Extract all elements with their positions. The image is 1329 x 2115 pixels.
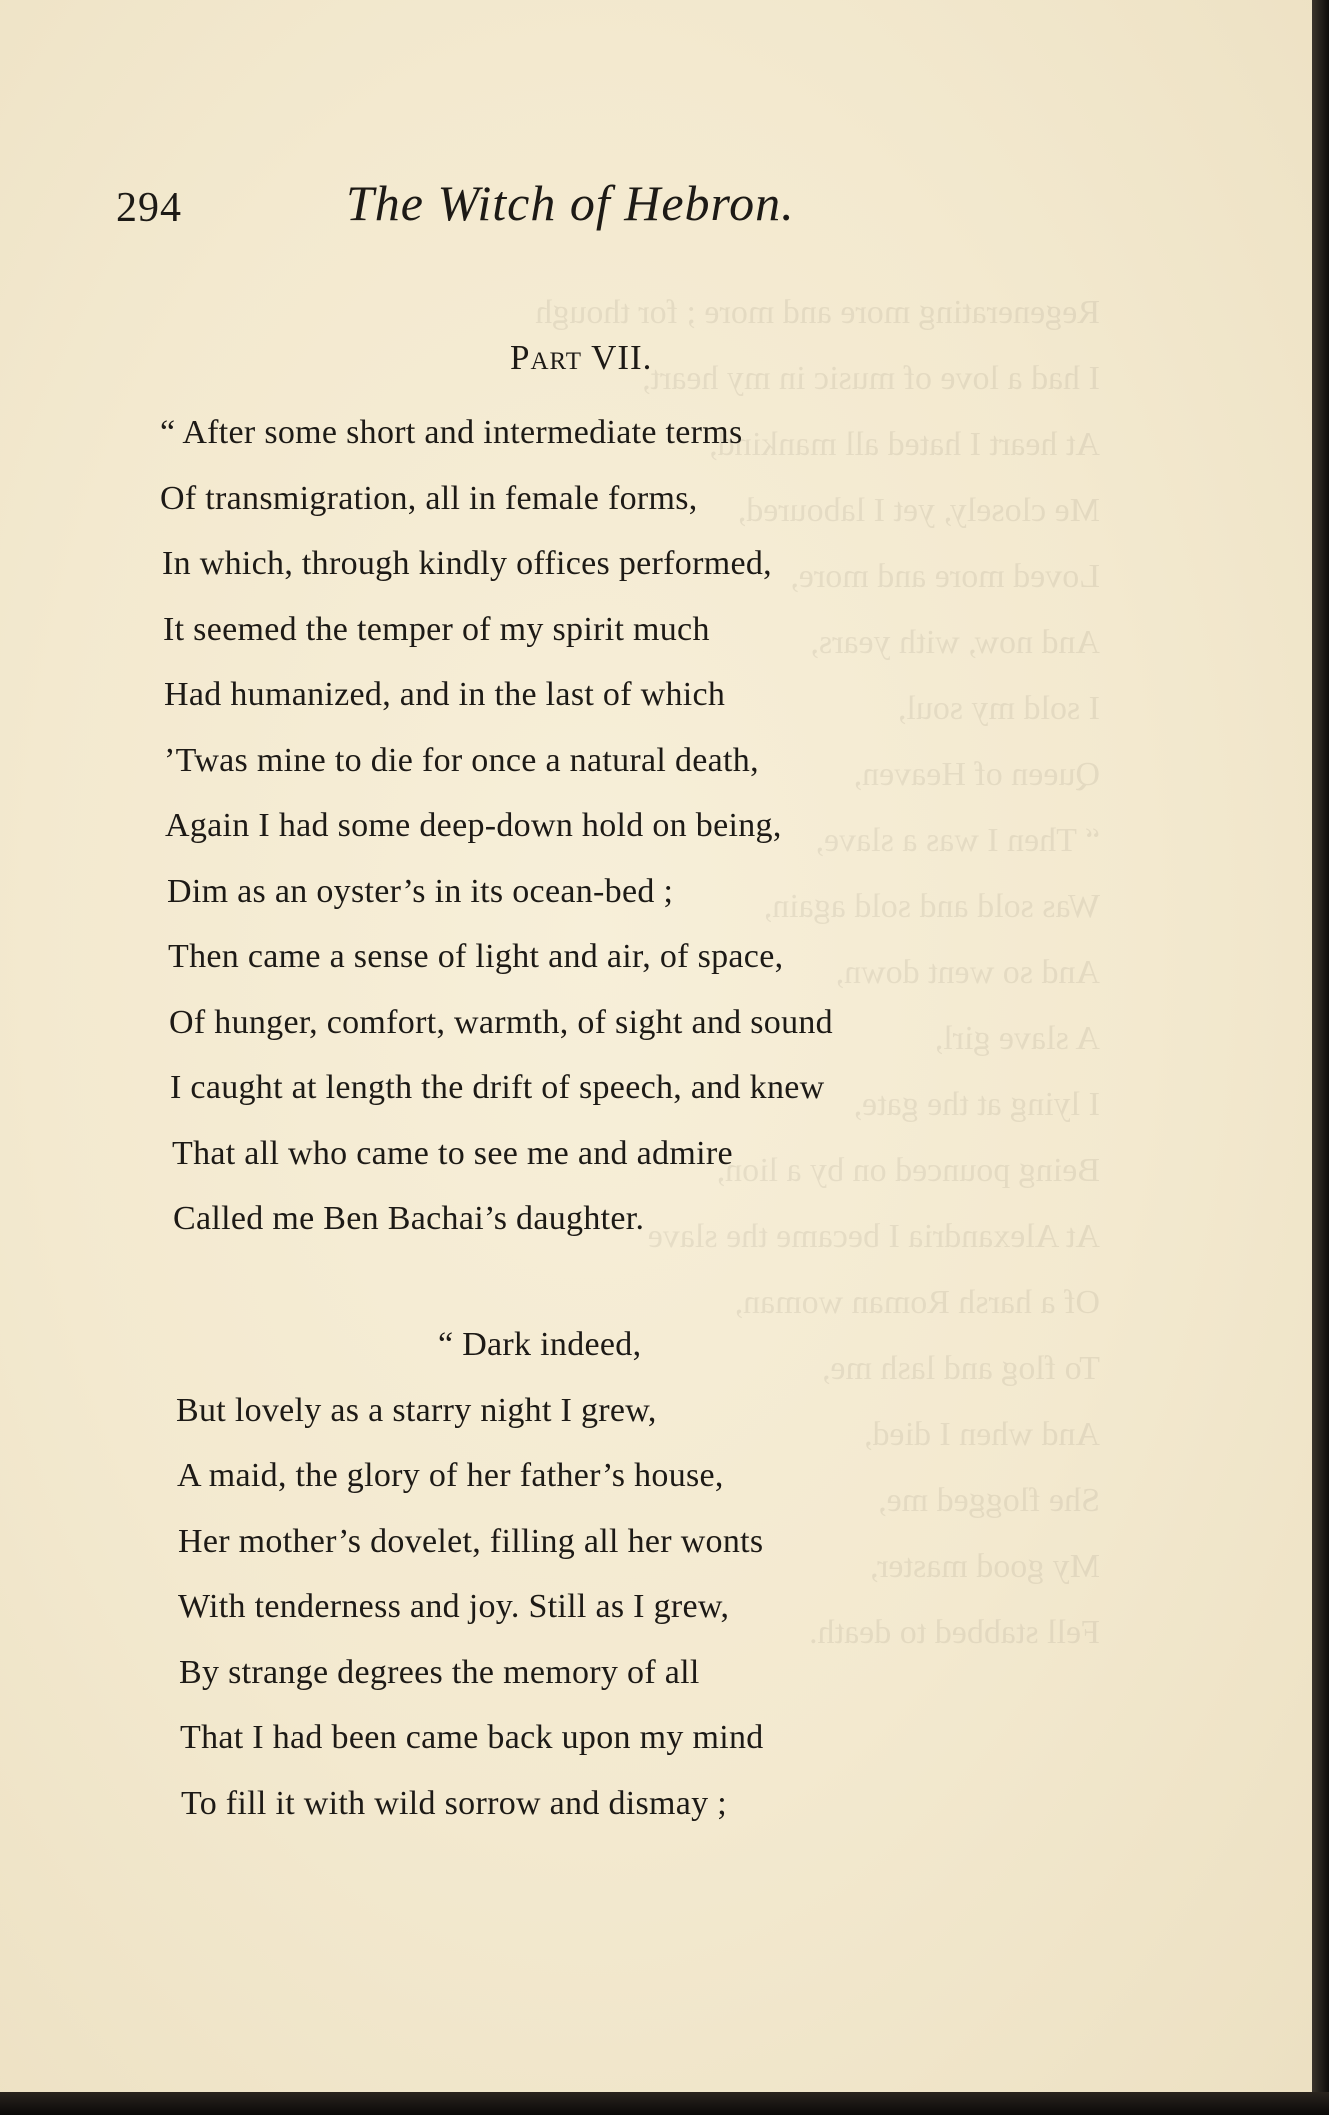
verse-line: To fill it with wild sorrow and dismay ; <box>181 1785 728 1822</box>
verse-line: ’Twas mine to die for once a natural death, <box>164 742 759 779</box>
verse-line: That all who came to see me and admire <box>172 1135 733 1172</box>
verse-line: Dim as an oyster’s in its ocean-bed ; <box>167 873 674 910</box>
verse-line: Her mother’s dovelet, filling all her wonts <box>178 1523 764 1560</box>
verse-line: By strange degrees the memory of all <box>179 1654 700 1691</box>
verse-line: Had humanized, and in the last of which <box>164 676 726 713</box>
verse-line: But lovely as a starry night I grew, <box>176 1392 657 1429</box>
verse-line: Then came a sense of light and air, of space, <box>168 938 784 975</box>
verse-line: “ After some short and intermediate terms <box>160 414 743 451</box>
verse-line: With tenderness and joy. Still as I grew, <box>178 1588 730 1625</box>
show-through-text: Regenerating more and more ; for though I had a love of music in my heart, At heart I hated all mankind, Me closely, yet I laboured, Loved more and more, And now, with years, I sold my soul, Queen of Heaven, “ Then I was a slave, Was sold and sold again, And so went down, A slave girl, I lying at the gate, Being pounced on by a lion, At Alexandria I became the slave Of a harsh Roman woman, To flog and lash me, And when I died, She flogged me, My good master, Fell stabbed to death. <box>535 294 1100 1651</box>
book-spine-edge <box>1312 0 1329 2115</box>
verse-line: In which, through kindly offices performed, <box>162 545 772 582</box>
running-title: The Witch of Hebron. <box>346 175 795 231</box>
page-bottom-edge <box>0 2092 1329 2115</box>
verse-line: I caught at length the drift of speech, and knew <box>170 1069 825 1106</box>
verse-line: Of transmigration, all in female forms, <box>160 480 698 517</box>
verse-line: Called me Ben Bachai’s daughter. <box>173 1200 645 1237</box>
verse-line: Again I had some deep-down hold on being, <box>165 807 782 844</box>
verse-line: A maid, the glory of her father’s house, <box>177 1457 724 1494</box>
verse-line: “ Dark indeed, <box>438 1326 642 1363</box>
verse-line: That I had been came back upon my mind <box>180 1719 764 1756</box>
part-heading: Part VII. <box>510 338 653 377</box>
page-number: 294 <box>116 185 182 231</box>
verse-line: Of hunger, comfort, warmth, of sight and sound <box>169 1004 833 1041</box>
verse-line: It seemed the temper of my spirit much <box>163 611 710 648</box>
